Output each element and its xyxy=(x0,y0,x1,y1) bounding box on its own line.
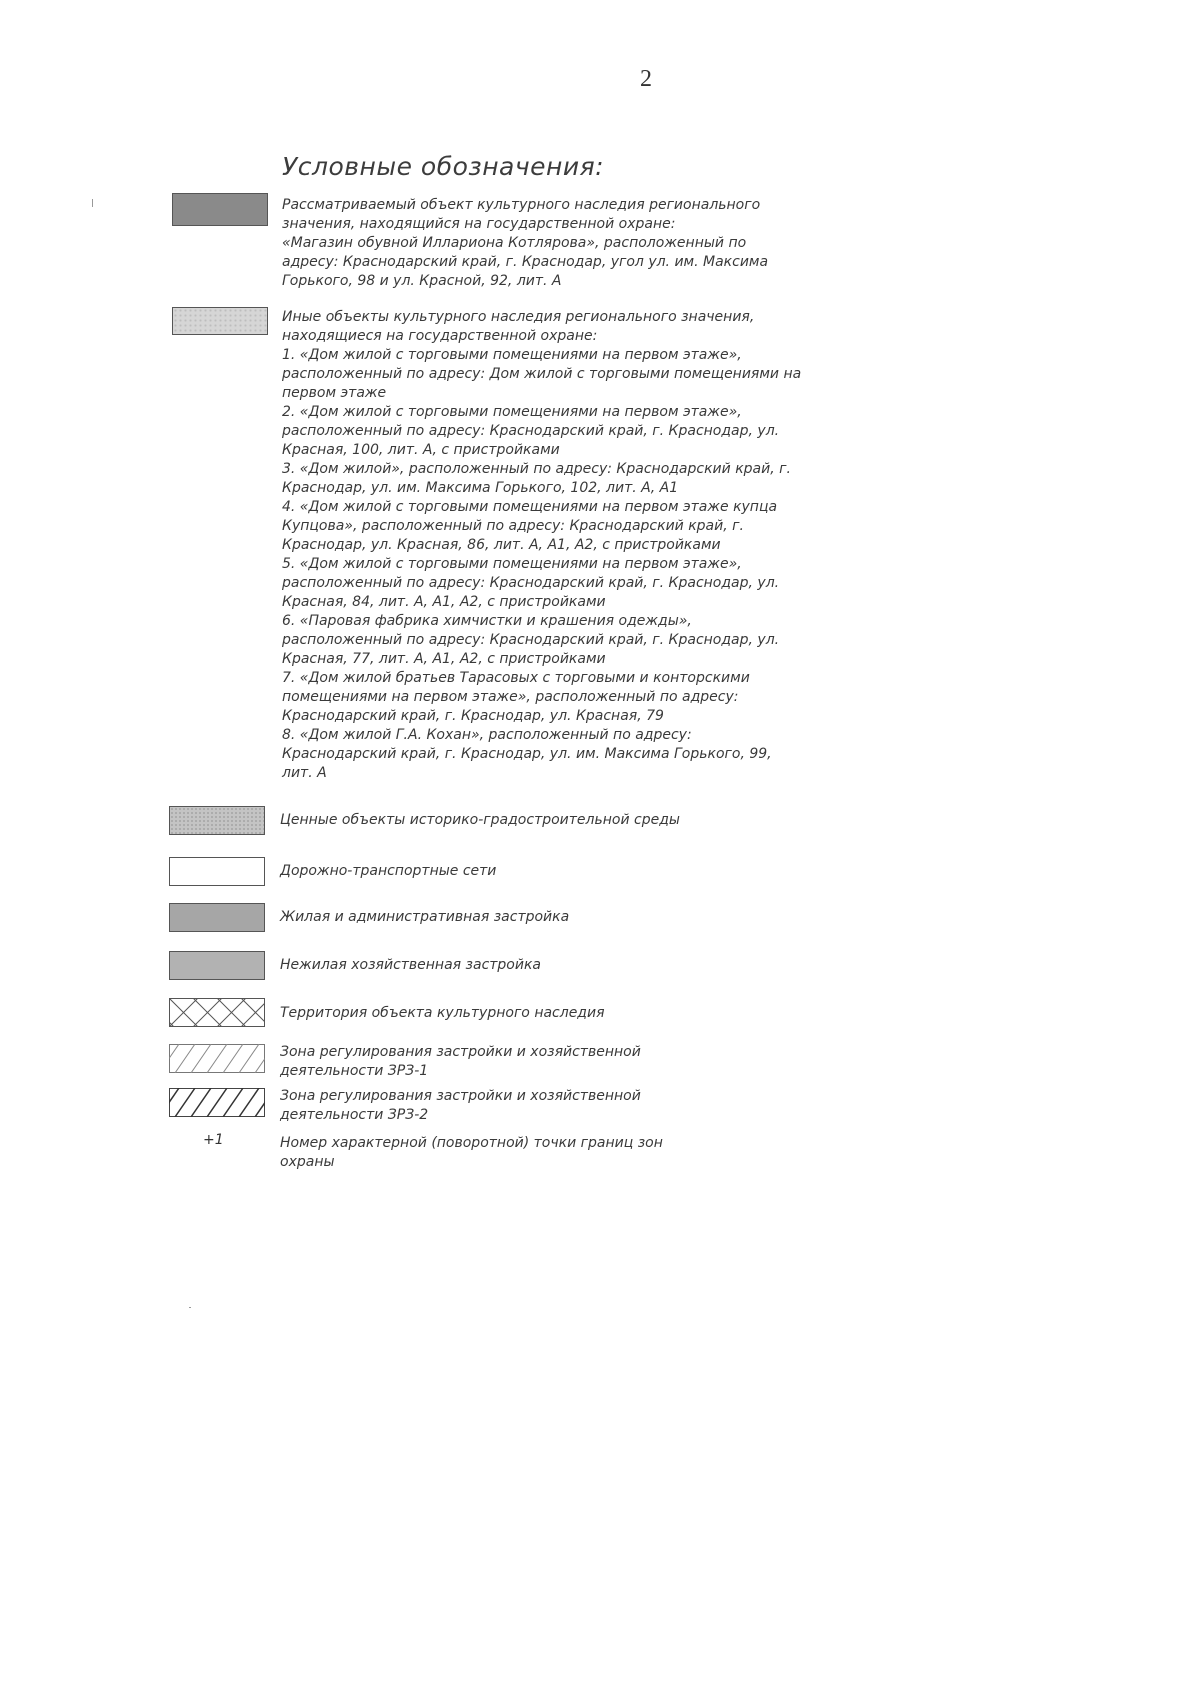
legend-text-non-residential: Нежилая хозяйственная застройка xyxy=(280,957,542,973)
legend-title: Условные обозначения: xyxy=(282,152,605,181)
legend-swatch-residential xyxy=(169,903,265,932)
legend-text-other-heritage: Иные объекты культурного наследия регионального значения, находящиеся на государственной охране: 1. «Дом жилой с торговыми помещениями на первом этаже», расположенный по адресу: Дом жилой с торговыми помещениями на первом этаже 2. «Дом жилой с торговыми помещениями на первом этаже», расположенный по адресу: Краснодарский край, г. Краснодар, ул. Красная, 100, лит. А, с пристройками 3. «Дом жилой», расположенный по адресу: Краснодарский край, г. Краснодар, ул. им. Максима Горького, 102, лит. А, А1 4. «Дом жилой с торговыми помещениями на первом этаже купца Купцова», расположенный по адресу: Краснодарский край, г. Краснодар, ул. Красная, 86, лит. А, А1, А2, с пристройками 5. «Дом жилой с торговыми помещениями на первом этаже», расположенный по адресу: Краснодарский край, г. Краснодар, ул. Красная, 84, лит. А, А1, А2, с пристройками 6. «Паровая фабрика химчистки и крашения одежды», расположенный по адресу: Краснодарский край, г. Краснодар, ул. Красная, 77, лит. А, А1, А2, с пристройками 7. «Дом жилой братьев Тарасовых с торговыми и конторскими помещениями на первом этаже», расположенный по адресу: Краснодарский край, г. Краснодар, ул. Красная, 79 8. «Дом жилой Г.А. Кохан», расположенный по адресу: Краснодарский край, г. Краснодар, ул. им. Максима Горького, 99, лит. А xyxy=(282,309,802,781)
legend-swatch-subject-object xyxy=(172,193,268,226)
scan-speck xyxy=(92,199,93,207)
legend-text-residential: Жилая и административная застройка xyxy=(280,909,570,925)
point-marker-symbol: +1 xyxy=(203,1132,224,1148)
legend-swatch-zrz-1 xyxy=(169,1044,265,1073)
legend-text-historic-environment: Ценные объекты историко-градостроительной среды xyxy=(280,812,680,828)
legend-swatch-heritage-territory xyxy=(169,998,265,1027)
legend-text-road-networks: Дорожно-транспортные сети xyxy=(280,863,497,879)
legend-swatch-other-heritage xyxy=(172,307,268,335)
page-number: 2 xyxy=(640,66,652,92)
legend-swatch-historic-environment xyxy=(169,806,265,835)
legend-swatch-zrz-2 xyxy=(169,1088,265,1117)
legend-swatch-non-residential xyxy=(169,951,265,980)
legend-text-heritage-territory: Территория объекта культурного наследия xyxy=(280,1005,605,1021)
legend-text-zrz-2: Зона регулирования застройки и хозяйственной деятельности ЗРЗ-2 xyxy=(280,1088,641,1123)
legend-text-zrz-1: Зона регулирования застройки и хозяйственной деятельности ЗРЗ-1 xyxy=(280,1044,641,1079)
scan-speck xyxy=(189,1307,191,1308)
legend-text-point-marker: Номер характерной (поворотной) точки границ зон охраны xyxy=(280,1135,663,1170)
legend-swatch-road-networks xyxy=(169,857,265,886)
legend-text-subject-object: Рассматриваемый объект культурного наследия регионального значения, находящийся на государственной охране: «Магазин обувной Иллариона Котлярова», расположенный по адресу: Краснодарский край, г. Краснодар, угол ул. им. Максима Горького, 98 и ул. Красной, 92, лит. А xyxy=(282,197,769,289)
